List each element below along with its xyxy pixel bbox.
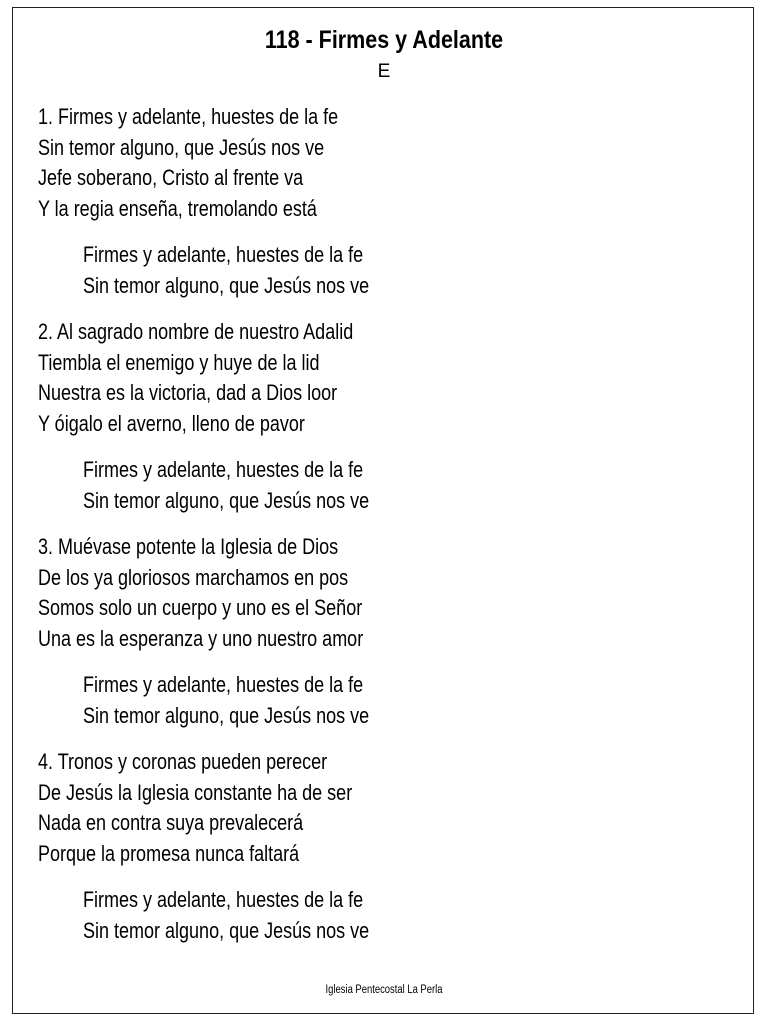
lyrics-body: [38, 102, 698, 962]
verse-line: Porque la promesa nunca faltará: [38, 840, 300, 866]
chorus-line: Firmes y adelante, huestes de la fe: [83, 672, 364, 697]
verse-line: Y la regia enseña, tremolando está: [38, 195, 317, 221]
chorus-1: [38, 240, 698, 301]
verse-line: Y óigalo el averno, lleno de pavor: [38, 410, 305, 436]
verse-2: [38, 317, 698, 439]
chorus-line: Firmes y adelante, huestes de la fe: [83, 887, 364, 912]
chorus-line: Sin temor alguno, que Jesús nos ve: [83, 487, 370, 513]
chorus-line: Sin temor alguno, que Jesús nos ve: [83, 272, 370, 298]
verse-line: Somos solo un cuerpo y uno es el Señor: [38, 595, 363, 620]
verse-4: [38, 747, 698, 869]
verse-line: Nuestra es la victoria, dad a Dios loor: [38, 380, 338, 405]
chorus-3: [38, 670, 698, 731]
verse-1: [38, 102, 698, 224]
chorus-2: [38, 455, 698, 516]
chorus-4: [38, 885, 698, 946]
verse-line: Una es la esperanza y uno nuestro amor: [38, 625, 364, 651]
verse-line: Sin temor alguno, que Jesús nos ve: [38, 134, 325, 160]
chorus-line: Firmes y adelante, huestes de la fe: [83, 457, 364, 482]
verse-line: Nada en contra suya prevalecerá: [38, 810, 304, 835]
footer-church-name: Iglesia Pentecostal La Perla: [325, 984, 443, 996]
verse-line: Jefe soberano, Cristo al frente va: [38, 165, 304, 190]
chorus-line: Sin temor alguno, que Jesús nos ve: [83, 917, 370, 943]
verse-line: 4. Tronos y coronas pueden perecer: [38, 749, 328, 774]
chorus-line: Firmes y adelante, huestes de la fe: [83, 242, 364, 267]
song-title: 118 - Firmes y Adelante: [264, 26, 504, 54]
verse-line: 1. Firmes y adelante, huestes de la fe: [38, 104, 339, 129]
verse-line: De Jesús la Iglesia constante ha de ser: [38, 779, 353, 805]
verse-line: 3. Muévase potente la Iglesia de Dios: [38, 534, 339, 559]
verse-line: 2. Al sagrado nombre de nuestro Adalid: [38, 319, 354, 344]
song-key: E: [377, 61, 391, 82]
verse-line: De los ya gloriosos marchamos en pos: [38, 564, 349, 590]
verse-3: [38, 532, 698, 654]
verse-line: Tiembla el enemigo y huye de la lid: [38, 349, 320, 375]
chorus-line: Sin temor alguno, que Jesús nos ve: [83, 702, 370, 728]
